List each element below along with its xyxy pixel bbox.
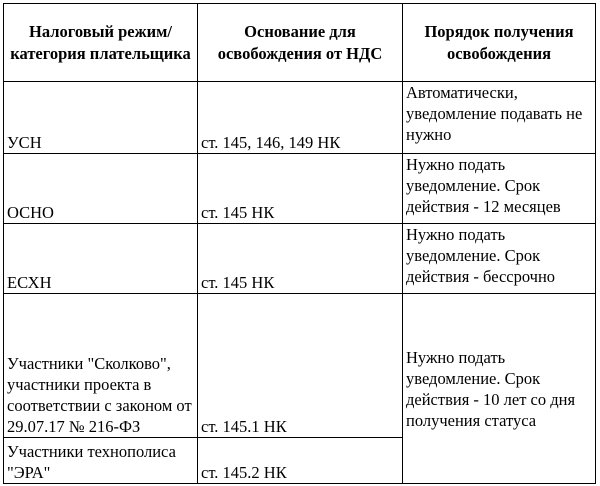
table-row — [4, 82, 596, 154]
regime-cell: Участники технополиса "ЭРА" — [4, 438, 198, 484]
vat-exemption-table — [3, 3, 596, 484]
table-header-row — [4, 4, 596, 82]
header-exemption-basis: Основание для освобождения от НДС — [198, 4, 403, 82]
procedure-cell: Нужно подать уведомление. Срок действия - 12 месяцев — [403, 154, 596, 224]
basis-cell: ст. 145.2 НК — [198, 438, 403, 484]
regime-cell: УСН — [4, 82, 198, 154]
table-row — [4, 154, 596, 224]
header-tax-regime: Налоговый режим/категория плательщика — [4, 4, 198, 82]
procedure-cell: Автоматически, уведомление подавать не нужно — [403, 82, 596, 154]
table-row — [4, 294, 596, 438]
basis-cell: ст. 145 НК — [198, 224, 403, 294]
basis-cell: ст. 145 НК — [198, 154, 403, 224]
regime-cell: ЕСХН — [4, 224, 198, 294]
regime-cell: Участники "Сколково", участники проекта в соответствии с законом от 29.07.17 № 216-ФЗ — [4, 294, 198, 438]
regime-cell: ОСНО — [4, 154, 198, 224]
procedure-cell-merged: Нужно подать уведомление. Срок действия - 10 лет со дня получения статуса — [403, 294, 596, 484]
table-row — [4, 224, 596, 294]
basis-cell: ст. 145, 146, 149 НК — [198, 82, 403, 154]
header-exemption-procedure: Порядок получения освобождения — [403, 4, 596, 82]
procedure-cell: Нужно подать уведомление. Срок действия - бессрочно — [403, 224, 596, 294]
basis-cell: ст. 145.1 НК — [198, 294, 403, 438]
